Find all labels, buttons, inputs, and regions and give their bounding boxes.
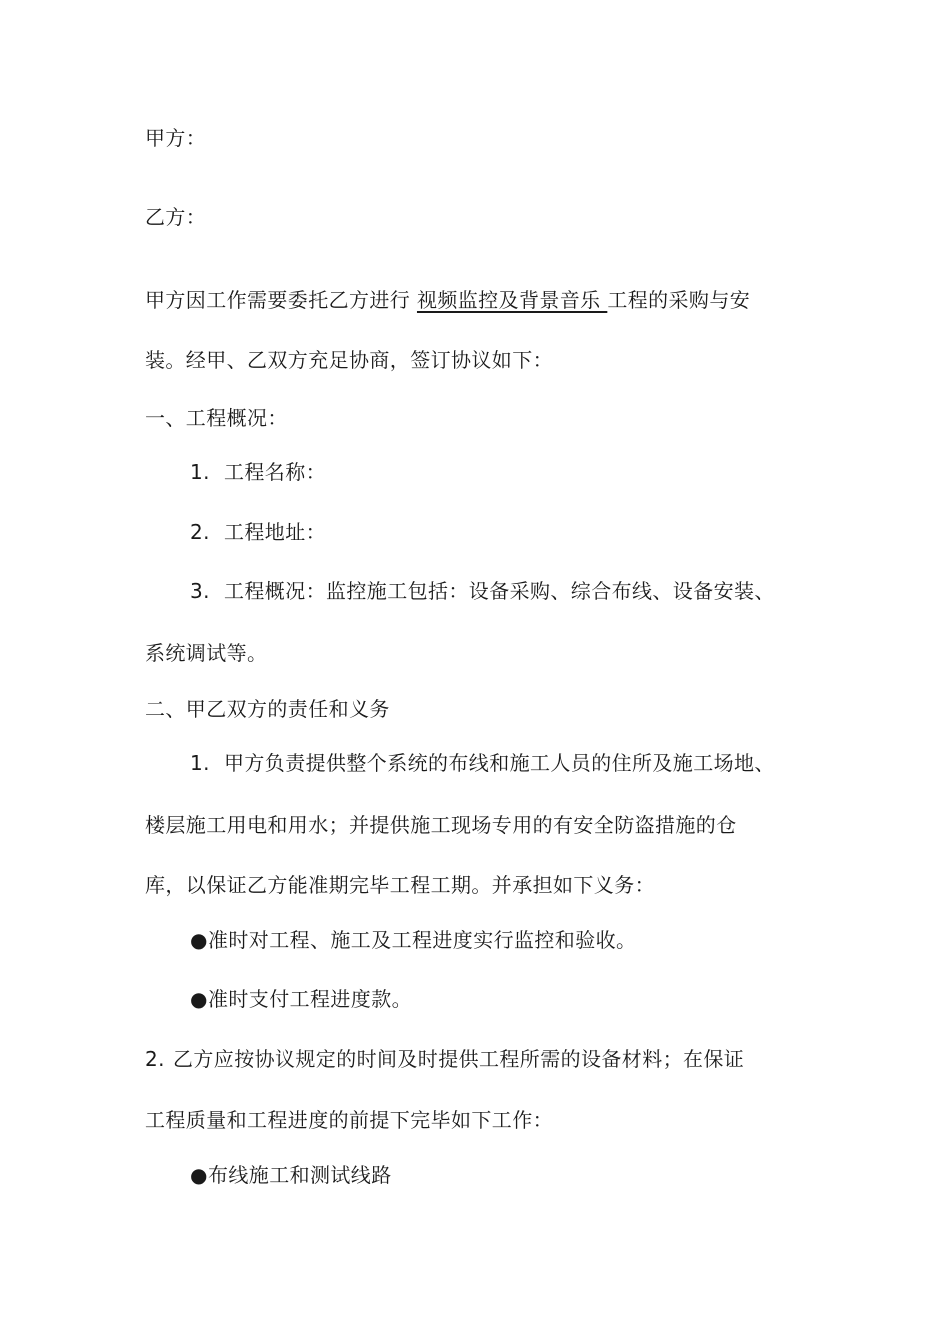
item-number: 3. [190, 579, 210, 603]
bullet-list-item [190, 1163, 392, 1187]
party-a-label: 甲方： [145, 126, 207, 150]
item-number: 1. [190, 751, 210, 775]
item-text: 工程地址： [224, 520, 326, 544]
intro-paragraph-line-2: 装。经甲、乙双方充足协商，签订协议如下： [145, 348, 553, 372]
item-text: 甲方负责提供整个系统的布线和施工人员的住所及施工场地、 [224, 751, 775, 775]
section-1-heading: 一、工程概况： [145, 406, 288, 430]
project-name-underlined: 视频监控及背景音乐 [416, 288, 608, 312]
section-2-item-1-line-1 [190, 751, 775, 775]
intro-text-continued: 工程的采购与安 [607, 288, 751, 312]
section-1-item-3-continued: 系统调试等。 [145, 641, 268, 665]
section-2-item-2-line-2: 工程质量和工程进度的前提下完毕如下工作： [145, 1108, 553, 1132]
item-number: 2. [145, 1047, 165, 1071]
section-2-item-2-line-1 [145, 1047, 744, 1071]
intro-text: 甲方因工作需要委托乙方进行 [145, 288, 417, 312]
bullet-text: 准时对工程、施工及工程进度实行监控和验收。 [208, 928, 637, 952]
intro-paragraph-line-1 [145, 288, 750, 312]
bullet-text: 准时支付工程进度款。 [208, 987, 412, 1011]
section-2-item-1-line-3: 库，以保证乙方能准期完毕工程工期。并承担如下义务： [145, 873, 655, 897]
section-2-heading: 二、甲乙双方的责任和义务 [145, 697, 390, 721]
bullet-list-item [190, 987, 412, 1011]
item-number: 2. [190, 520, 210, 544]
bullet-list-item [190, 928, 636, 952]
item-number: 1. [190, 460, 210, 484]
bullet-icon: ● [190, 928, 208, 952]
section-1-item-3 [190, 579, 775, 603]
bullet-icon: ● [190, 987, 208, 1011]
section-1-item-1 [190, 460, 326, 484]
bullet-text: 布线施工和测试线路 [208, 1163, 392, 1187]
party-b-label: 乙方： [145, 205, 207, 229]
section-1-item-2 [190, 520, 326, 544]
item-text: 工程名称： [224, 460, 326, 484]
section-2-item-1-line-2: 楼层施工用电和用水；并提供施工现场专用的有安全防盗措施的仓 [145, 813, 737, 837]
bullet-icon: ● [190, 1163, 208, 1187]
item-text: 乙方应按协议规定的时间及时提供工程所需的设备材料；在保证 [173, 1047, 745, 1071]
item-text: 工程概况：监控施工包括：设备采购、综合布线、设备安装、 [224, 579, 775, 603]
